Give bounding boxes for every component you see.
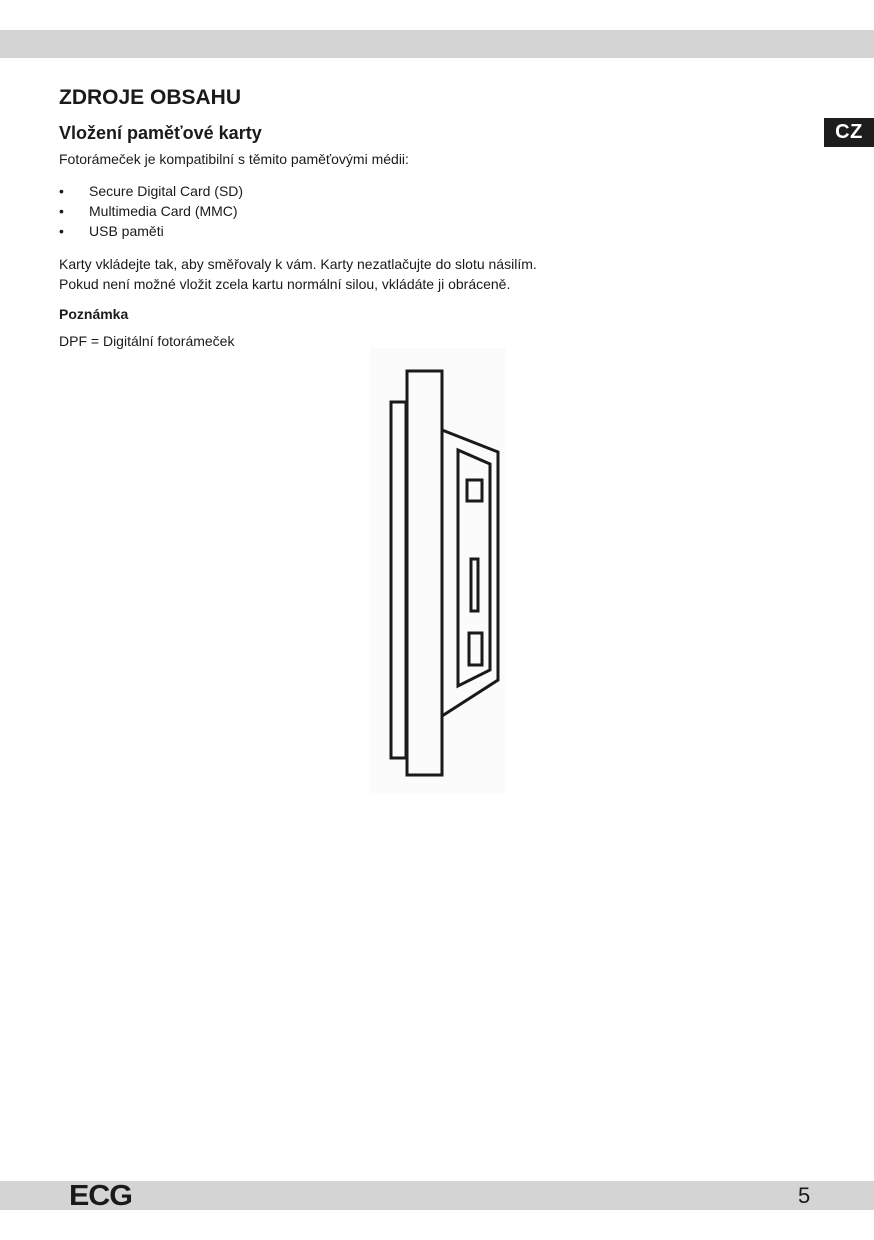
list-item-label: Secure Digital Card (SD) <box>89 183 244 199</box>
list-item <box>59 221 243 241</box>
list-item <box>59 181 243 201</box>
mmc-slot-icon <box>471 559 478 611</box>
instructions-paragraph <box>59 254 537 294</box>
bullet-icon: • <box>59 203 64 219</box>
frame-body-shape <box>407 371 442 775</box>
list-item <box>59 201 243 221</box>
frame-stand-shape <box>391 402 406 758</box>
intro-text: Fotorámeček je kompatibilní s těmito paměťovými médii: <box>59 151 409 167</box>
bullet-icon: • <box>59 183 64 199</box>
page-number: 5 <box>798 1183 811 1208</box>
sd-slot-icon <box>467 480 482 501</box>
list-item-label: USB paměti <box>89 223 164 239</box>
note-title: Poznámka <box>59 306 129 322</box>
photo-frame-illustration <box>370 348 506 793</box>
brand-logo: ECG <box>69 1180 132 1212</box>
usb-slot-icon <box>469 633 482 665</box>
note-text: DPF = Digitální fotorámeček <box>59 333 235 349</box>
list-item-label: Multimedia Card (MMC) <box>89 203 238 219</box>
header-band <box>0 30 874 58</box>
subsection-title: Vložení paměťové karty <box>59 123 262 143</box>
instruction-line: Karty vkládejte tak, aby směřovaly k vám. Karty nezatlačujte do slotu násilím. <box>59 256 537 272</box>
media-list <box>59 181 243 241</box>
slot-panel-shape <box>458 450 490 686</box>
bullet-icon: • <box>59 223 64 239</box>
photo-frame-side-view-icon <box>370 348 506 793</box>
section-title: ZDROJE OBSAHU <box>59 86 242 109</box>
language-tab: CZ <box>824 118 874 147</box>
instruction-line: Pokud není možné vložit zcela kartu normální silou, vkládáte ji obráceně. <box>59 276 511 292</box>
